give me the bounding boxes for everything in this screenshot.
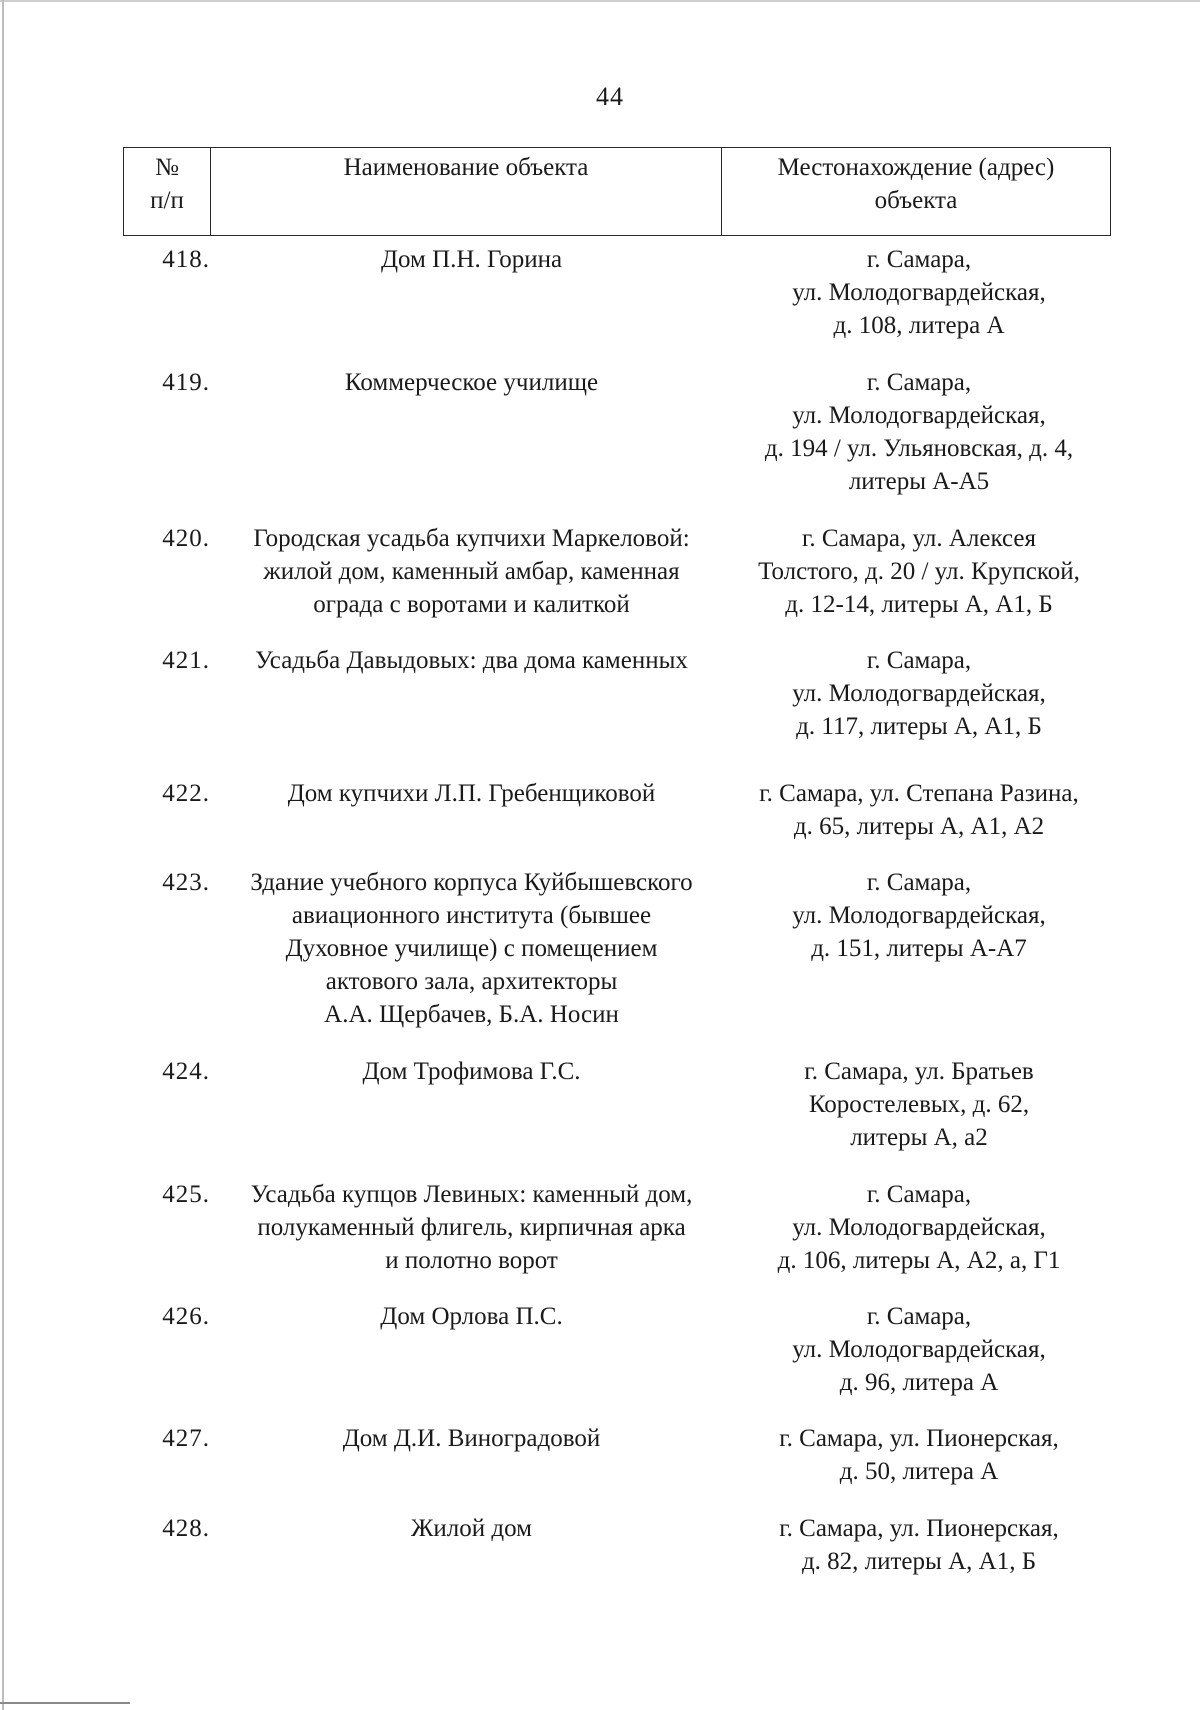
- row-number: 420.: [162, 525, 210, 552]
- header-object-name: [211, 148, 722, 235]
- row-object-address: г. Самара, ул. Молодогвардейская, д. 96, литера А: [792, 1303, 1046, 1396]
- row-object-name: Жилой дом: [411, 1515, 532, 1542]
- row-object-name: Дом купчихи Л.П. Гребенщиковой: [287, 780, 656, 807]
- table-row: [123, 1422, 1111, 1512]
- header-number: [124, 148, 211, 235]
- table-row: [123, 1512, 1111, 1575]
- row-number: 422.: [162, 780, 210, 807]
- row-number: 425.: [162, 1181, 210, 1208]
- header-object-name-label: Наименование объекта: [343, 154, 589, 181]
- row-object-address: г. Самара, ул. Молодогвардейская, д. 106, литеры А, А2, а, Г1: [777, 1181, 1061, 1274]
- row-object-name: Усадьба Давыдовых: два дома каменных: [255, 647, 688, 674]
- table-row: [123, 1178, 1111, 1300]
- row-object-name: Дом П.Н. Горина: [380, 246, 563, 273]
- row-object-name: Коммерческое училище: [344, 369, 599, 396]
- header-object-address: [722, 148, 1110, 235]
- scan-edge-left: [2, 0, 4, 1710]
- row-object-name: Дом Д.И. Виноградовой: [342, 1425, 601, 1452]
- table-row: [123, 644, 1111, 777]
- row-number: 428.: [162, 1515, 210, 1542]
- table-row: [123, 1055, 1111, 1178]
- table-row: [123, 522, 1111, 644]
- row-number: 426.: [162, 1303, 210, 1330]
- row-object-address: г. Самара, ул. Молодогвардейская, д. 151, литеры А-А7: [792, 869, 1046, 962]
- table-row: [123, 243, 1111, 366]
- table-body: [123, 243, 1111, 1575]
- row-object-address: г. Самара, ул. Пионерская, д. 82, литеры А, А1, Б: [779, 1515, 1059, 1575]
- table-row: [123, 866, 1111, 1055]
- header-number-label: № п/п: [150, 154, 184, 214]
- row-number: 418.: [162, 246, 210, 273]
- row-object-name: Дом Орлова П.С.: [380, 1303, 563, 1330]
- row-number: 424.: [162, 1058, 210, 1085]
- row-object-address: г. Самара, ул. Алексея Толстого, д. 20 / ул. Крупской, д. 12-14, литеры А, А1, Б: [758, 525, 1080, 618]
- row-object-address: г. Самара, ул. Молодогвардейская, д. 194 / ул. Ульяновская, д. 4, литеры А-А5: [764, 369, 1074, 495]
- row-object-name: Здание учебного корпуса Куйбышевского авиационного института (бывшее Духовное училище) с помещением актового зала, архитекторы А.А. Щербачев, Б.А. Носин: [250, 869, 693, 1028]
- row-object-name: Городская усадьба купчихи Маркеловой: жилой дом, каменный амбар, каменная ограда с воротами и калиткой: [253, 525, 690, 618]
- row-object-address: г. Самара, ул. Степана Разина, д. 65, литеры А, А1, А2: [759, 780, 1079, 840]
- header-object-address-label: Местонахождение (адрес) объекта: [777, 154, 1055, 214]
- row-object-address: г. Самара, ул. Пионерская, д. 50, литера А: [779, 1425, 1059, 1485]
- row-number: 423.: [162, 869, 210, 896]
- row-number: 421.: [162, 647, 210, 674]
- table-row: [123, 1300, 1111, 1422]
- row-number: 427.: [162, 1425, 210, 1452]
- row-object-address: г. Самара, ул. Молодогвардейская, д. 117, литеры А, А1, Б: [792, 647, 1046, 740]
- scan-edge-bottom: [0, 1702, 130, 1704]
- row-number: 419.: [162, 369, 210, 396]
- page-number: 44: [596, 82, 624, 111]
- row-object-address: г. Самара, ул. Молодогвардейская, д. 108, литера А: [792, 246, 1046, 339]
- row-object-address: г. Самара, ул. Братьев Коростелевых, д. 62, литеры А, а2: [804, 1058, 1034, 1151]
- row-object-name: Усадьба купцов Левиных: каменный дом, полукаменный флигель, кирпичная арка и полотно ворот: [250, 1181, 693, 1274]
- table-row: [123, 366, 1111, 522]
- table-header: [123, 147, 1111, 236]
- row-object-name: Дом Трофимова Г.С.: [362, 1058, 581, 1085]
- scan-edge-top: [0, 0, 1200, 2]
- table-row: [123, 777, 1111, 866]
